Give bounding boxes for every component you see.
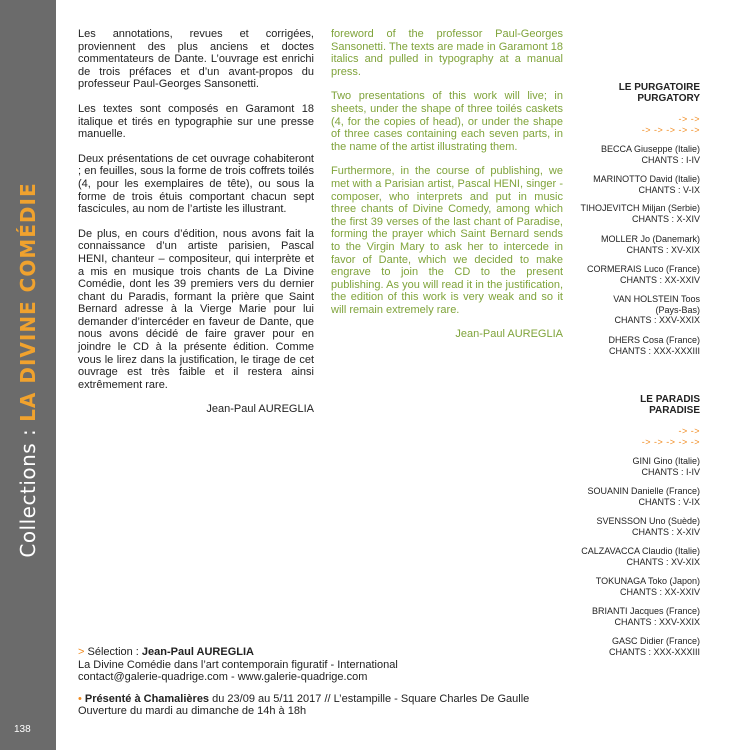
artist-name: SVENSSON Uno (Suède) (596, 516, 700, 526)
collection-title-accent: LA DIVINE COMÉDIE (16, 182, 40, 422)
artist-chants: CHANTS : XXX-XXXIII (608, 345, 700, 356)
presented-label: Présenté à Chamalières (84, 692, 210, 705)
arrows-decoration: -> -> -> -> -> (641, 125, 700, 135)
paradise-title-en: PARADISE (649, 405, 700, 416)
french-signature: Jean-Paul AUREGLIA (206, 403, 314, 416)
french-paragraph: Les textes sont composés en Garamont 18 italique et tirés en typographie sur une presse manuelle. (78, 102, 314, 141)
paradise-title-fr: LE PARADIS (640, 394, 700, 405)
arrows-decoration: -> -> (678, 426, 700, 436)
artist-name: GASC Didier (France) (611, 636, 700, 646)
french-paragraph: De plus, en cours d’édition, nous avons fait la connaissance d’un artiste parisien, Pascal HENI, chanteur – compositeur, qui interprète et a mis en musique trois chants de La Divine Comédie, dont les 39 premiers vers du dernier chant du Paradis, formant la prière que Saint Bernard adresse à la Vierge Marie pour lui demander d’intercéder en faveur de Dante, que nous avons décidé de faire graver pour en joindre le CD à la présente édition. Comme vous le lirez dans la justification, le tirage de cet ouvrage est très faible et il restera ainsi extrêmement rare. (78, 227, 314, 391)
artist-name: DHERS Cosa (France) (608, 335, 700, 345)
artist-chants: CHANTS : X-XIV (631, 213, 700, 224)
contact-line[interactable]: contact@galerie-quadrige.com - www.galerie-quadrige.com (78, 671, 368, 683)
sidebar (0, 0, 56, 750)
artist-chants: CHANTS : X-XIV (631, 526, 700, 537)
arrows-decoration: -> -> (678, 114, 700, 124)
artist-name: VAN HOLSTEIN Toos (613, 294, 700, 304)
selection-line (78, 646, 678, 659)
page-number: 138 (14, 724, 31, 735)
artist-name: BRIANTI Jacques (France) (591, 606, 700, 616)
purgatory-entry (560, 294, 700, 326)
paradise-entry (560, 576, 700, 597)
collection-title (16, 20, 40, 720)
artist-name: SOUANIN Danielle (France) (587, 486, 700, 496)
paradise-entry (560, 516, 700, 537)
subtitle-line: La Divine Comédie dans l’art contemporain figuratif - International (78, 658, 398, 671)
paradise-entry (560, 486, 700, 507)
artist-name: TOKUNAGA Toko (Japon) (595, 576, 700, 586)
english-paragraph: Furthermore, in the course of publishing, we met with a Parisian artist, Pascal HENI, singer - composer, who interprets and put in music three chants of Divine Comedy, among which the first 39 verses of the last chant of Paradise, forming the prayer which Saint Bernard sends to the Virgin Mary to ask her to intercede in favor of Dante, which we decided to make engrave to join the CD to the present publishing. As you will read it in the justification, the edition of this work is very weak and so it will remain extremely rare. (331, 165, 563, 316)
artist-name: GINI Gino (Italie) (632, 456, 700, 466)
english-paragraph: foreword of the professor Paul-Georges Sansonetti. The texts are made in Garamont 18 italics and pulled in typography at a manual press. (331, 28, 563, 78)
english-text-column (331, 28, 563, 341)
artist-name: BECCA Giuseppe (Italie) (600, 144, 700, 154)
footer-info (78, 646, 678, 718)
purgatory-title-en: PURGATORY (637, 93, 700, 104)
arrows-decoration: -> -> -> -> -> (641, 437, 700, 447)
paradise-entry (560, 606, 700, 627)
paradise-entry (560, 456, 700, 477)
artist-name: CORMERAIS Luco (France) (586, 264, 700, 274)
paradise-section (560, 394, 700, 448)
artist-chants: CHANTS : XXV-XXIX (614, 315, 700, 325)
french-paragraph: Deux présentations de cet ouvrage cohabiteront ; en feuilles, sous la forme de trois coffrets toilés (4, pour les exemplaires de tête), ou sous la forme de trois étuis comportant chacun sept fascicules, au nom de l’artiste les illustrant. (78, 152, 314, 216)
artist-country: (Pays-Bas) (655, 304, 700, 315)
artist-chants: CHANTS : I-IV (641, 466, 700, 477)
english-paragraph: Two presentations of this work will live; in sheets, under the shape of three toilés caskets (4, for the copies of head), or under the shape of three cases containing each seven parts, in the name of the artist illustrating them. (331, 90, 563, 153)
selection-label: Sélection : (87, 646, 142, 658)
paradise-entry (560, 546, 700, 567)
artist-name: MARINOTTO David (Italie) (593, 174, 700, 184)
selection-name: Jean-Paul AUREGLIA (141, 646, 254, 658)
artist-chants: CHANTS : XV-XIX (626, 244, 700, 255)
purgatory-entry (560, 264, 700, 285)
purgatory-entry (560, 144, 700, 165)
purgatory-entry (560, 203, 700, 224)
purgatory-entry (560, 234, 700, 255)
french-text-column (78, 28, 314, 416)
artist-name: TIHOJEVITCH Miljan (Serbie) (580, 203, 700, 213)
arrow-marker-icon: > (78, 646, 85, 658)
artist-name: CALZAVACCA Claudio (Italie) (581, 546, 700, 556)
presented-details: du 23/09 au 5/11 2017 // L’estampille - Square Charles De Gaulle (209, 692, 530, 705)
artist-chants: CHANTS : XX-XXIV (619, 274, 700, 285)
opening-hours: Ouverture du mardi au dimanche de 14h à 18h (78, 705, 307, 717)
artist-name: MOLLER Jo (Danemark) (600, 234, 700, 244)
french-paragraph: Les annotations, revues et corrigées, proviennent des plus anciens et doctes commentateurs de Dante. L’ouvrage est enrichi de trois préfaces et d’un avant-propos du professeur Paul-Georges Sansonetti. (78, 28, 314, 91)
artist-chants: CHANTS : V-IX (638, 184, 700, 195)
purgatory-entry (560, 174, 700, 195)
purgatory-entry (560, 335, 700, 356)
purgatory-title-fr: LE PURGATOIRE (618, 82, 700, 93)
collection-title-prefix: Collections : (16, 421, 40, 558)
english-signature: Jean-Paul AUREGLIA (455, 328, 563, 341)
artist-chants: CHANTS : XV-XIX (626, 556, 700, 567)
purgatory-section (560, 82, 700, 136)
artist-chants: CHANTS : V-IX (638, 496, 700, 507)
artist-chants: CHANTS : XXX-XXXIII (608, 646, 700, 657)
bullet-icon: • (78, 692, 82, 705)
artist-chants: CHANTS : XXV-XXIX (614, 616, 700, 627)
presented-line (78, 693, 678, 706)
artist-chants: CHANTS : XX-XXIV (619, 586, 700, 597)
artist-chants: CHANTS : I-IV (641, 154, 700, 165)
